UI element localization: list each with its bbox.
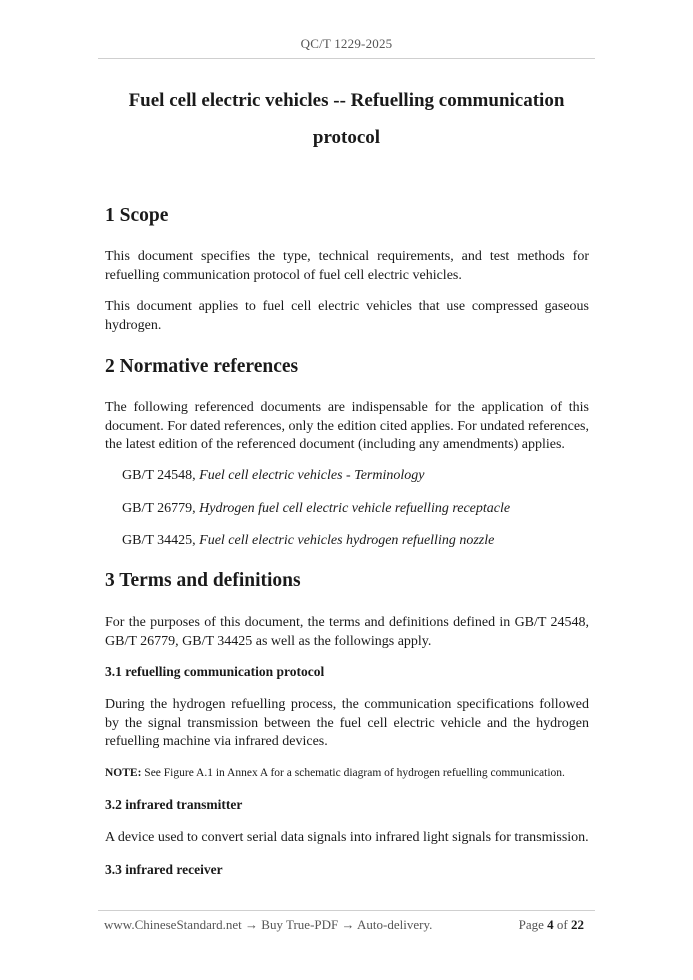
standard-code: QC/T 1229-2025 xyxy=(300,36,393,51)
term-definition-3-1: During the hydrogen refuelling process, the communication specifications followed by the signal transmission between the fuel cell electric vehicle and the hydrogen refuelling machine via infrared devices. xyxy=(105,697,589,749)
section-heading-terms-and-definitions: 3 Terms and definitions xyxy=(105,570,301,591)
term-heading-3-1: 3.1 refuelling communication protocol xyxy=(105,664,325,679)
note-text: See Figure A.1 in Annex A for a schematic diagram of hydrogen refuelling communication. xyxy=(141,767,565,779)
reference-title: Fuel cell electric vehicles hydrogen refuelling nozzle xyxy=(199,533,495,548)
reference-code: GB/T 24548, xyxy=(122,468,200,483)
reference-item xyxy=(122,500,510,518)
reference-title: Fuel cell electric vehicles - Terminology xyxy=(199,468,425,483)
note-label: NOTE: xyxy=(105,767,142,779)
terms-paragraph: For the purposes of this document, the terms and definitions defined in GB/T 24548, GB/T 26779, GB/T 34425 as well as the followings apply. xyxy=(105,615,589,649)
term-definition-3-2: A device used to convert serial data signals into infrared light signals for transmission. xyxy=(105,830,589,845)
document-title xyxy=(104,82,589,156)
page-of: of xyxy=(556,917,568,932)
page-label: Page xyxy=(518,917,544,932)
section-heading-normative-references: 2 Normative references xyxy=(105,356,299,377)
footer-link[interactable]: www.ChineseStandard.net → Buy True-PDF → Auto-delivery. xyxy=(104,917,433,932)
reference-code: GB/T 26779, xyxy=(122,501,200,516)
header-divider xyxy=(98,58,595,59)
document-title-line-2: protocol xyxy=(312,127,381,148)
document-title-line-1: Fuel cell electric vehicles -- Refuelling communication xyxy=(128,90,565,111)
scope-paragraph-1: This document specifies the type, technical requirements, and test methods for refuelling communication protocol of fuel cell electric vehicles. xyxy=(105,249,589,283)
section-heading-scope: 1 Scope xyxy=(105,205,169,226)
page-total: 22 xyxy=(571,917,584,932)
term-heading-3-2: 3.2 infrared transmitter xyxy=(105,797,243,812)
reference-title: Hydrogen fuel cell electric vehicle refuelling receptacle xyxy=(199,501,511,516)
reference-code: GB/T 34425, xyxy=(122,533,200,548)
term-note-3-1 xyxy=(105,765,565,781)
scope-paragraph-2: This document applies to fuel cell electric vehicles that use compressed gaseous hydrogen. xyxy=(105,299,589,333)
reference-item xyxy=(122,532,494,550)
page-current: 4 xyxy=(547,917,554,932)
reference-item xyxy=(122,467,425,485)
normative-paragraph: The following referenced documents are indispensable for the application of this document. For dated references, only the edition cited applies. For undated references, the latest edition of the referenced document (including any amendments) applies. xyxy=(105,400,589,452)
page-indicator xyxy=(519,917,584,933)
term-heading-3-3: 3.3 infrared receiver xyxy=(105,862,223,877)
footer-divider xyxy=(98,910,595,911)
